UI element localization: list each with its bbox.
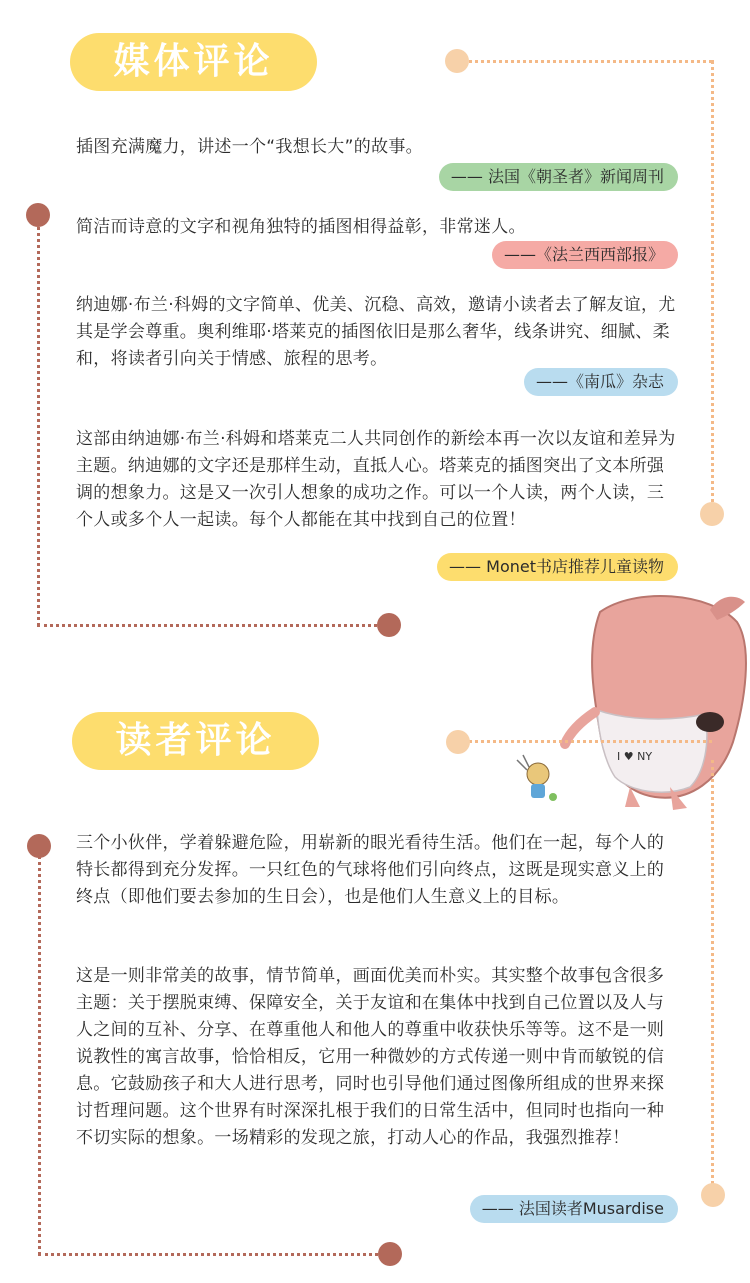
- media-right-peach-dot: [700, 502, 724, 526]
- readers-left-dotted-line: [38, 845, 41, 1255]
- reader-review-paragraph-1: 三个小伙伴，学着躲避危险，用崭新的眼光看待生活。他们在一起，每个人的特长都得到充分发挥。一只红色的气球将他们引向终点，这既是现实意义上的终点（即他们要去参加的生日会），也是他们人生意义上的目标。: [76, 833, 665, 907]
- media-section-title: 媒体评论: [70, 33, 317, 91]
- media-review-3-text: 纳迪娜·布兰·科姆的文字简单、优美、沉稳、高效，邀请小读者去了解友谊，尤其是学会尊重。奥利维耶·塔莱克的插图依旧是那么奢华，线条讲究、细腻、柔和，将读者引向关于情感、旅程的思考。: [76, 295, 676, 369]
- media-review-2-source: ——《法兰西西部报》: [492, 241, 678, 269]
- media-bottom-dotted-line: [37, 624, 389, 627]
- media-review-4-source: —— Monet书店推荐儿童读物: [437, 553, 678, 581]
- readers-bottom-brown-dot: [378, 1242, 402, 1266]
- media-review-3-source: ——《南瓜》杂志: [524, 368, 678, 396]
- readers-bottom-dotted-line: [38, 1253, 390, 1256]
- readers-section-title: 读者评论: [72, 712, 319, 770]
- media-top-dotted-line: [458, 60, 712, 63]
- media-review-1-source: —— 法国《朝圣者》新闻周刊: [439, 163, 678, 191]
- shirt-print: I ♥ NY: [617, 750, 653, 763]
- readers-right-peach-dot: [701, 1183, 725, 1207]
- media-review-1-text: 插图充满魔力，讲述一个“我想长大”的故事。: [76, 137, 423, 157]
- reader-review-paragraph-2: 这是一则非常美的故事，情节简单，画面优美而朴实。其实整个故事包含很多主题：关于摆脱束缚、保障安全，关于友谊和在集体中找到自己位置以及人与人之间的互补、分享、在尊重他人和他人的尊重中收获快乐等等。这不是一则说教性的寓言故事，恰恰相反，它用一种微妙的方式传递一则中肯而敏锐的信息。它鼓励孩子和大人进行思考，同时也引导他们通过图像所组成的世界来探讨哲理问题。这个世界有时深深扎根于我们的日常生活中，但同时也指向一种不切实际的想象。一场精彩的发现之旅，打动人心的作品，我强烈推荐！: [76, 966, 665, 1148]
- media-left-dotted-line: [37, 214, 40, 626]
- media-left-brown-dot: [26, 203, 50, 227]
- readers-top-dotted-line: [458, 740, 712, 743]
- reader-review-source: —— 法国读者Musardise: [470, 1195, 678, 1223]
- media-review-2-text: 简洁而诗意的文字和视角独特的插图相得益彰，非常迷人。: [76, 217, 526, 237]
- media-review-4-text: 这部由纳迪娜·布兰·科姆和塔莱克二人共同创作的新绘本再一次以友谊和差异为主题。纳迪娜的文字还是那样生动，直抵人心。塔莱克的插图突出了文本所强调的想象力。这是又一次引人想象的成功之作。可以一个人读，两个人读，三个人或多个人一起读。每个人都能在其中找到自己的位置！: [76, 429, 676, 530]
- media-top-peach-dot: [445, 49, 469, 73]
- readers-top-peach-dot: [446, 730, 470, 754]
- readers-left-brown-dot: [27, 834, 51, 858]
- media-bottom-brown-dot: [377, 613, 401, 637]
- readers-right-dotted-line: [711, 760, 714, 1190]
- media-right-dotted-line: [711, 60, 714, 510]
